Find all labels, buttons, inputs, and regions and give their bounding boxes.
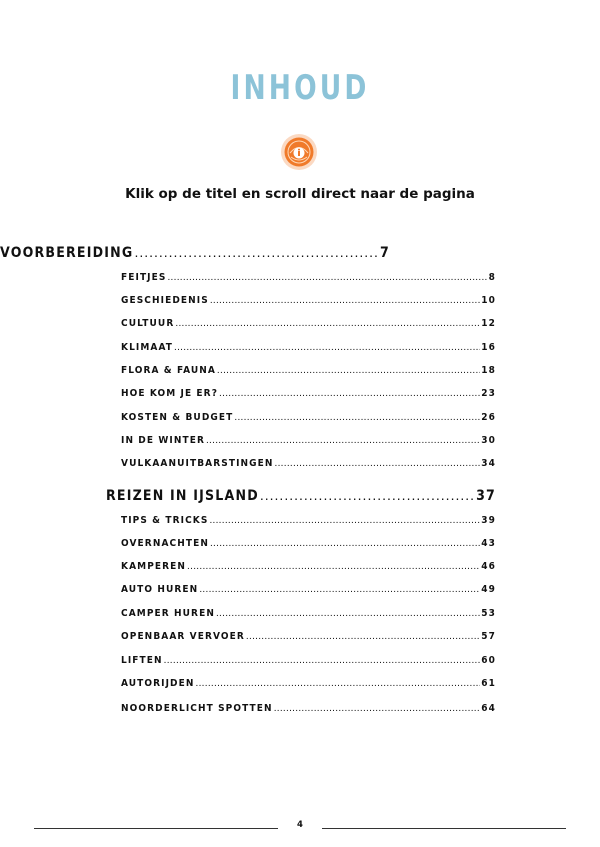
toc-leader-dots [167,272,487,283]
toc-entry-flora-fauna[interactable] [121,365,496,376]
toc-leader-dots [274,703,481,714]
footer-rule-right [322,828,566,829]
toc-entry-label: HOE KOM JE ER? [121,388,219,399]
toc-entry-overnachten[interactable] [121,538,496,549]
toc-entry-vulkaanuitbarstingen[interactable] [121,458,496,469]
toc-leader-dots [219,388,480,399]
toc-leader-dots [210,295,480,306]
page-number: 4 [297,820,303,830]
toc-entry-page: 39 [481,515,496,526]
toc-entry-page: 64 [481,703,496,714]
toc-entry-page: 23 [481,388,496,399]
toc-entry-cultuur[interactable] [121,318,496,329]
toc-entry-page: 61 [481,678,496,689]
toc-entry-page: 60 [481,655,496,666]
toc-entry-page: 53 [481,608,496,619]
toc-entry-label: TIPS & TRICKS [121,515,209,526]
footer-rule-left [34,828,278,829]
toc-entry-feitjes[interactable] [121,272,496,283]
toc-entry-page: 12 [481,318,496,329]
toc-entry-kamperen[interactable] [121,561,496,572]
info-globe-icon [280,133,318,171]
toc-entry-label: GESCHIEDENIS [121,295,209,306]
toc-leader-dots [275,458,481,469]
toc-leader-dots [246,631,480,642]
toc-leader-dots [175,318,480,329]
toc-leader-dots [209,515,480,526]
toc-entry-page: 57 [481,631,496,642]
toc-entry-label: KLIMAAT [121,342,173,353]
toc-entry-label: AUTO HUREN [121,584,199,595]
toc-entry-reizen-in-ijsland[interactable] [106,487,496,504]
toc-leader-dots [199,584,480,595]
toc-leader-dots [260,487,475,503]
toc-leader-dots [234,412,480,423]
toc-entry-autorijden[interactable] [121,678,496,689]
toc-entry-label: LIFTEN [121,655,163,666]
toc-entry-page: 16 [481,342,496,353]
toc-entry-label: VOORBEREIDING [0,245,134,261]
toc-instruction: Klik op de titel en scroll direct naar de pagina [125,186,475,202]
toc-entry-camper-huren[interactable] [121,608,496,619]
toc-entry-page: 7 [380,245,390,261]
toc-entry-page: 34 [481,458,496,469]
toc-entry-label: CAMPER HUREN [121,608,215,619]
toc-entry-label: IN DE WINTER [121,435,205,446]
toc-entry-liften[interactable] [121,655,496,666]
toc-entry-voorbereiding[interactable] [0,244,390,261]
toc-entry-hoe-kom-je-er[interactable] [121,388,496,399]
toc-entry-geschiedenis[interactable] [121,295,496,306]
toc-entry-page: 18 [481,365,496,376]
toc-entry-page: 43 [481,538,496,549]
toc-leader-dots [206,435,480,446]
toc-entry-page: 8 [488,272,496,283]
toc-entry-label: OVERNACHTEN [121,538,209,549]
toc-leader-dots [216,608,480,619]
toc-entry-label: VULKAANUITBARSTINGEN [121,458,274,469]
toc-entry-label: NOORDERLICHT SPOTTEN [121,703,273,714]
toc-entry-label: KOSTEN & BUDGET [121,412,234,423]
toc-entry-page: 49 [481,584,496,595]
toc-entry-klimaat[interactable] [121,342,496,353]
toc-entry-page: 46 [481,561,496,572]
toc-entry-auto-huren[interactable] [121,584,496,595]
toc-entry-label: KAMPEREN [121,561,187,572]
toc-entry-in-de-winter[interactable] [121,435,496,446]
toc-entry-page: 26 [481,412,496,423]
toc-leader-dots [217,365,480,376]
toc-entry-page: 37 [476,488,496,504]
toc-entry-page: 10 [481,295,496,306]
toc-entry-tips-tricks[interactable] [121,515,496,526]
toc-leader-dots [196,678,481,689]
toc-entry-label: OPENBAAR VERVOER [121,631,245,642]
toc-entry-page: 30 [481,435,496,446]
toc-leader-dots [174,342,480,353]
toc-leader-dots [210,538,480,549]
toc-entry-label: FLORA & FAUNA [121,365,216,376]
toc-leader-dots [164,655,481,666]
toc-entry-label: AUTORIJDEN [121,678,195,689]
toc-entry-kosten-budget[interactable] [121,412,496,423]
page-title: INHOUD [230,68,370,108]
toc-leader-dots [187,561,480,572]
toc-entry-noorderlicht-spotten[interactable] [121,703,496,714]
toc-leader-dots [134,244,379,260]
toc-entry-label: REIZEN IN IJSLAND [106,488,259,504]
toc-entry-label: CULTUUR [121,318,175,329]
toc-entry-label: FEITJES [121,272,167,283]
toc-entry-openbaar-vervoer[interactable] [121,631,496,642]
